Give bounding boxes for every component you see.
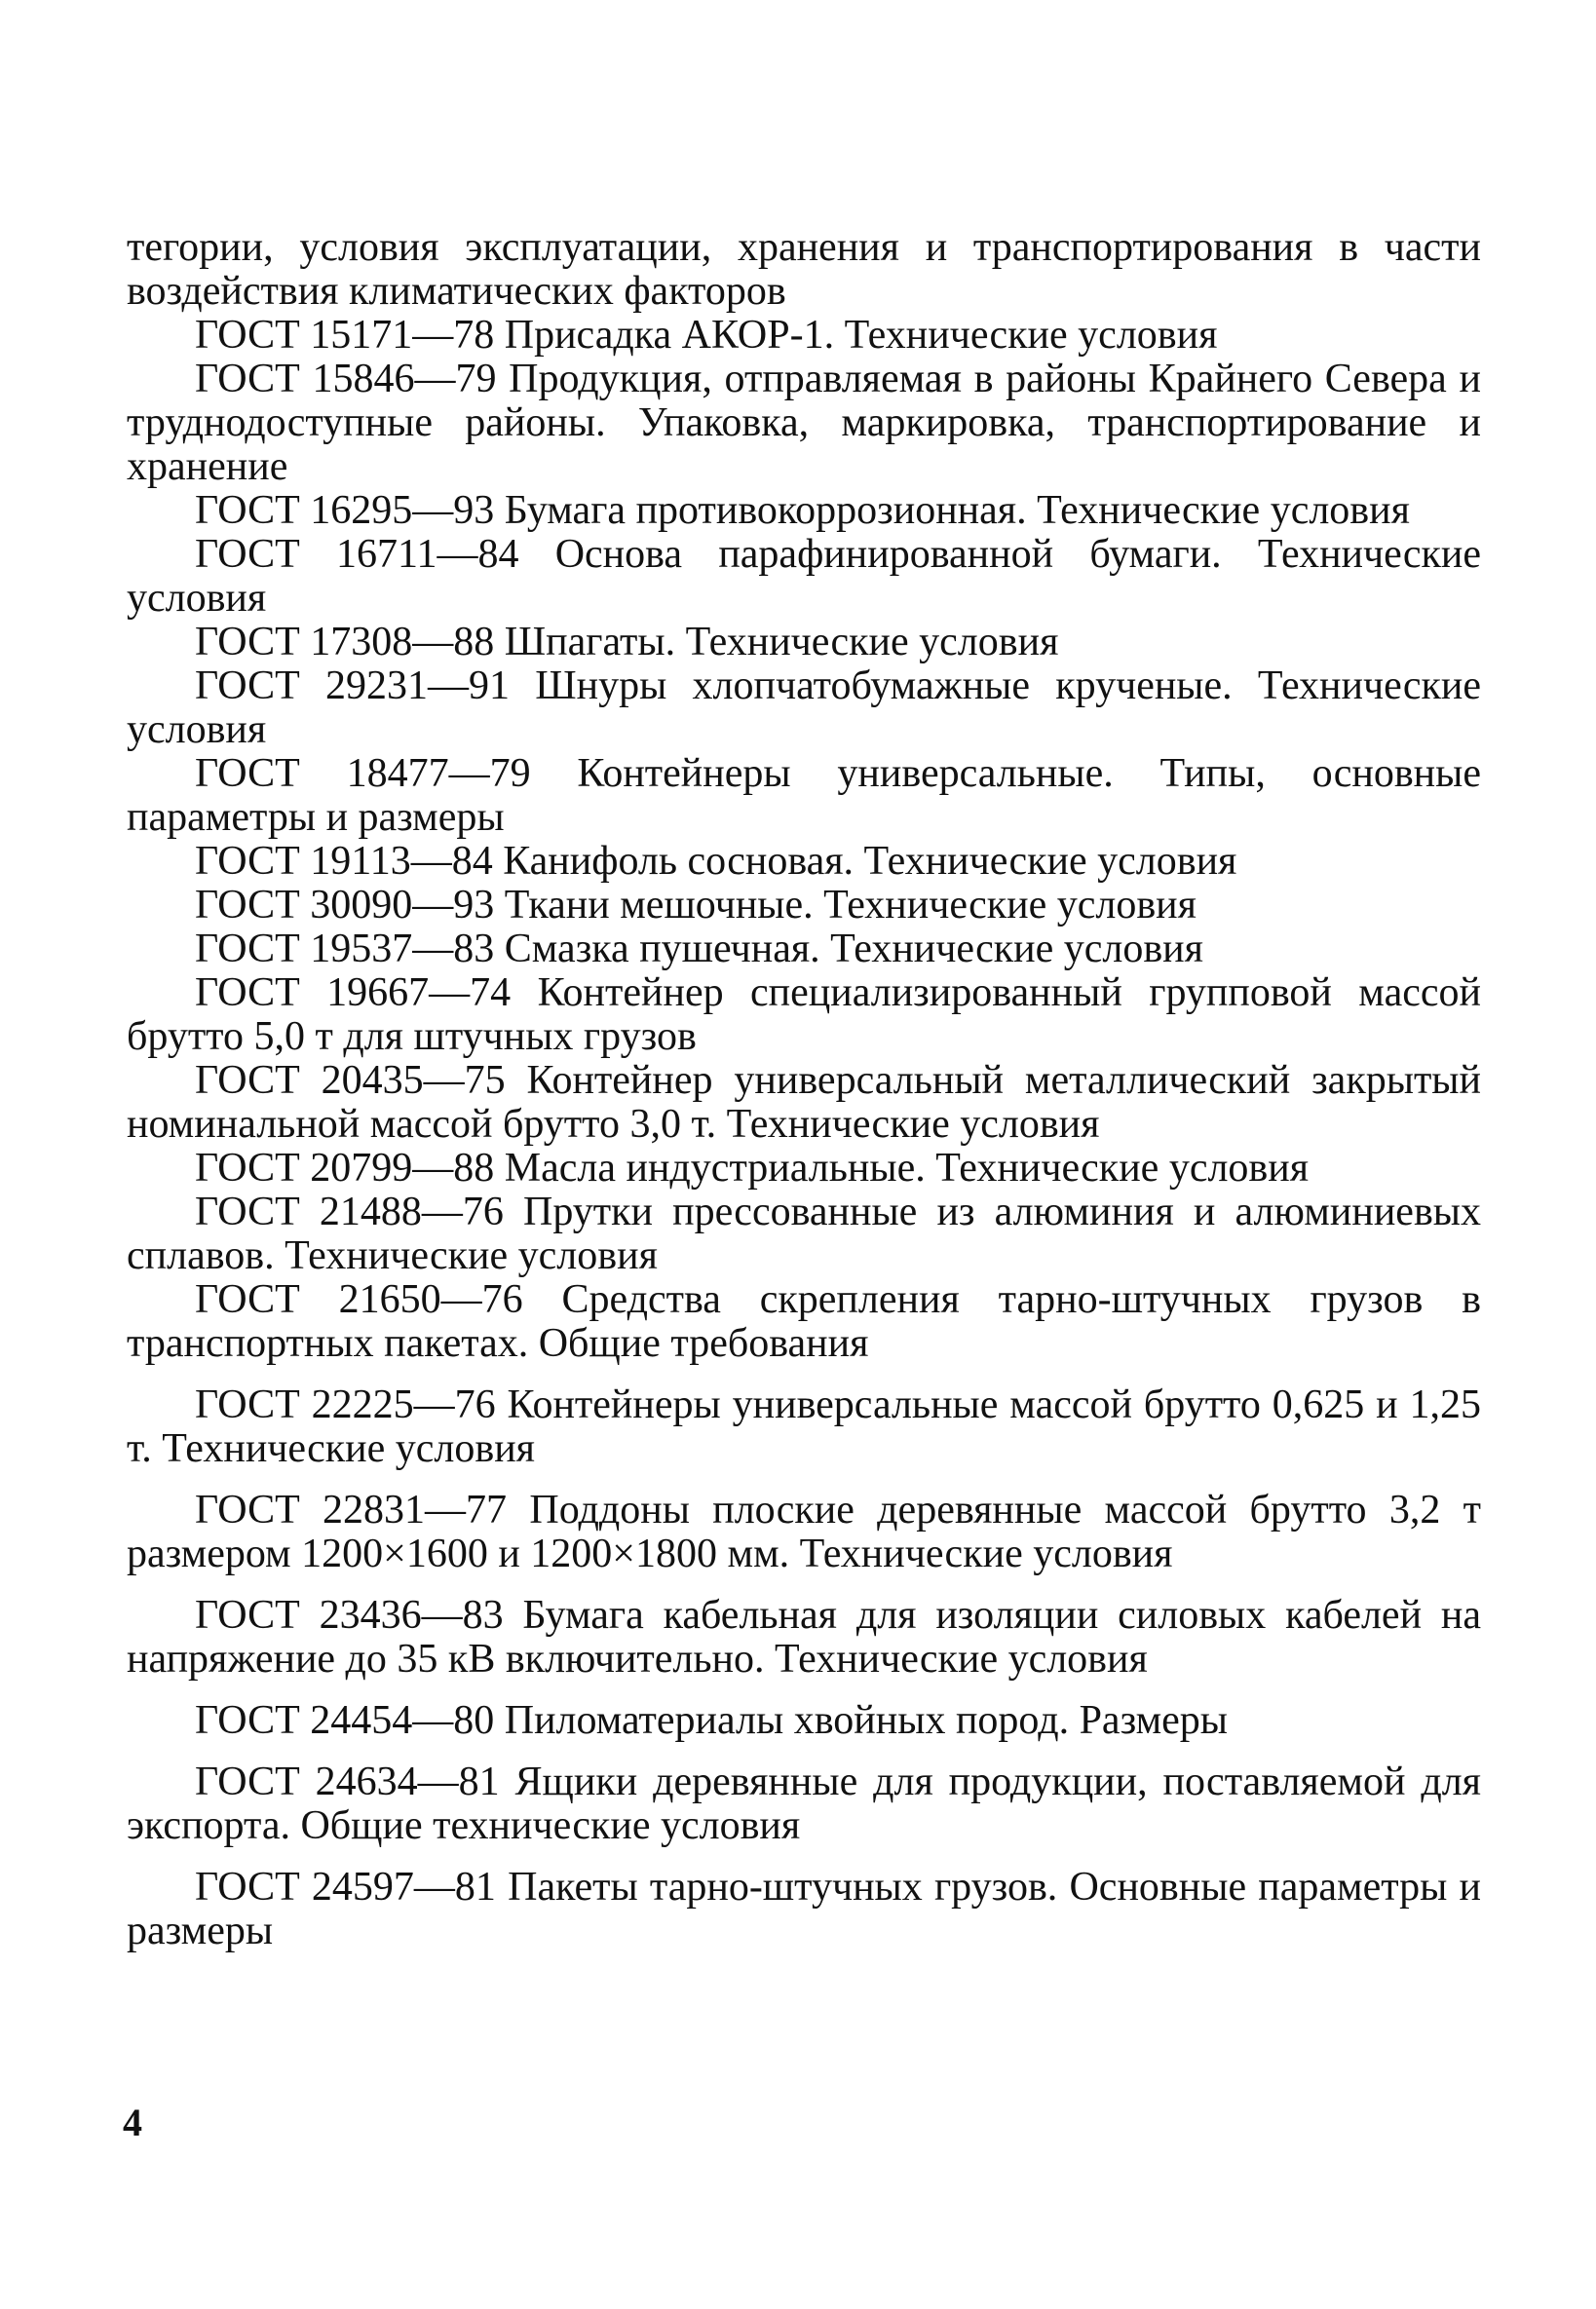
gost-entry-19113: ГОСТ 19113—84 Канифоль сосновая. Технические условия bbox=[195, 839, 1237, 884]
gost-entry-18477: ГОСТ 18477—79 Контейнеры универсальные. Типы, основные параметры и размеры bbox=[127, 751, 1481, 840]
gost-entry-17308: ГОСТ 17308—88 Шпагаты. Технические условия bbox=[195, 620, 1059, 664]
gost-entry-19537: ГОСТ 19537—83 Смазка пушечная. Технические условия bbox=[195, 927, 1203, 971]
gost-entry-22831: ГОСТ 22831—77 Поддоны плоские деревянные массой брутто 3,2 т размером 1200×1600 и 1200×1800 мм. Технические условия bbox=[127, 1488, 1481, 1576]
gost-entry-21488: ГОСТ 21488—76 Прутки прессованные из алюминия и алюминиевых сплавов. Технические условия bbox=[127, 1190, 1481, 1278]
gost-entry-16711: ГОСТ 16711—84 Основа парафинированной бумаги. Технические условия bbox=[127, 532, 1481, 621]
gost-entry-24454: ГОСТ 24454—80 Пиломатериалы хвойных пород. Размеры bbox=[195, 1698, 1229, 1743]
gost-entry-15846: ГОСТ 15846—79 Продукция, отправляемая в районы Крайнего Севера и труднодоступные районы. Упаковка, маркировка, транспортирование и хранение bbox=[127, 357, 1481, 489]
page-number: 4 bbox=[123, 2101, 142, 2144]
gost-entry-21650: ГОСТ 21650—76 Средства скрепления тарно-штучных грузов в транспортных пакетах. Общие требования bbox=[127, 1277, 1481, 1366]
gost-entry-15171: ГОСТ 15171—78 Присадка АКОР-1. Технические условия bbox=[195, 313, 1218, 358]
gost-entry-29231: ГОСТ 29231—91 Шнуры хлопчатобумажные крученые. Технические условия bbox=[127, 663, 1481, 752]
gost-entry-23436: ГОСТ 23436—83 Бумага кабельная для изоляции силовых кабелей на напряжение до 35 кВ включительно. Технические условия bbox=[127, 1593, 1481, 1682]
gost-entry-19667: ГОСТ 19667—74 Контейнер специализированный групповой массой брутто 5,0 т для штучных грузов bbox=[127, 970, 1481, 1059]
gost-entry-20799: ГОСТ 20799—88 Масла индустриальные. Технические условия bbox=[195, 1146, 1310, 1191]
gost-entry-22225: ГОСТ 22225—76 Контейнеры универсальные массой брутто 0,625 и 1,25 т. Технические условия bbox=[127, 1382, 1481, 1471]
gost-entry-24634: ГОСТ 24634—81 Ящики деревянные для продукции, поставляемой для экспорта. Общие технические условия bbox=[127, 1760, 1481, 1848]
gost-entry-16295: ГОСТ 16295—93 Бумага противокоррозионная. Технические условия bbox=[195, 488, 1410, 533]
gost-entry-20435: ГОСТ 20435—75 Контейнер универсальный металлический закрытый номинальной массой брутто 3,0 т. Технические условия bbox=[127, 1058, 1481, 1147]
gost-entry-24597: ГОСТ 24597—81 Пакеты тарно-штучных грузов. Основные параметры и размеры bbox=[127, 1865, 1481, 1953]
continuation-paragraph: тегории, условия эксплуатации, хранения и транспортирования в части воздействия климатических факторов bbox=[127, 225, 1481, 314]
document-body bbox=[127, 226, 1481, 1953]
gost-entry-30090: ГОСТ 30090—93 Ткани мешочные. Технические условия bbox=[195, 883, 1197, 927]
